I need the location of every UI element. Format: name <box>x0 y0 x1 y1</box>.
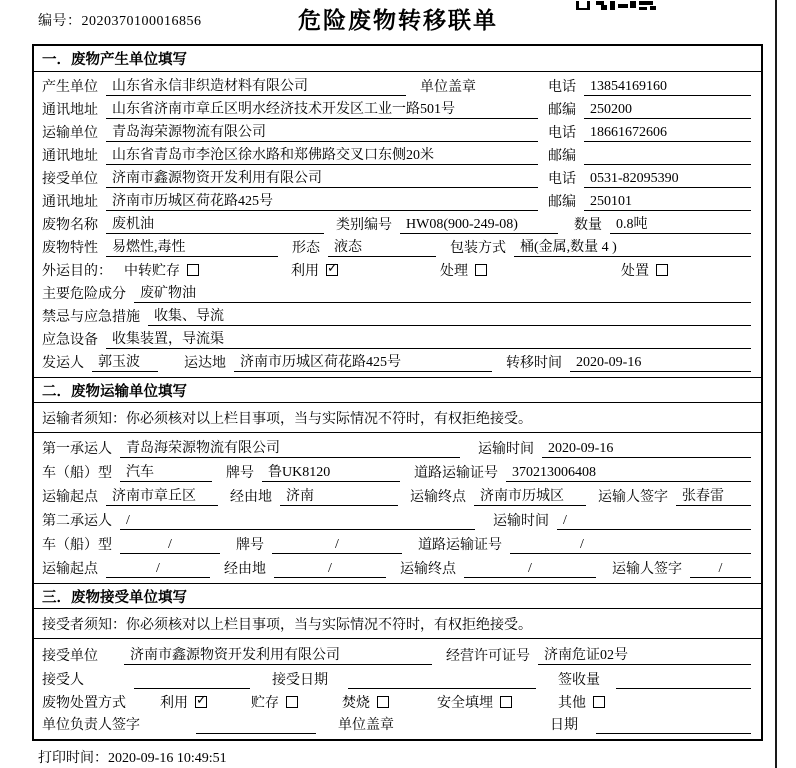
transporter-phone-value: 18661672606 <box>584 125 751 142</box>
receiver-value: 济南市鑫源物资开发利用有限公司 <box>106 167 538 188</box>
plate1-value: 鲁UK8120 <box>262 461 400 482</box>
qr-code-blocks <box>576 1 656 10</box>
waste-props-value: 易燃性,毒性 <box>106 236 278 257</box>
checkbox-disposal-landfill <box>500 696 512 708</box>
row-waste-props <box>34 236 761 259</box>
row-responsible-signature <box>34 714 761 736</box>
waste-form-label: 形态 <box>292 241 320 256</box>
waste-qty-label: 数量 <box>574 218 602 233</box>
waste-name-value: 废机油 <box>106 213 324 234</box>
vehicle1-value: 汽车 <box>120 461 212 482</box>
row-hazard <box>34 282 761 305</box>
route1-via-label: 经由地 <box>230 490 272 505</box>
checkbox-disposal-other <box>593 696 605 708</box>
section1-title: 一．废物产生单位填写 <box>34 46 761 72</box>
disposal-store-label: 贮存 <box>251 696 279 711</box>
row-route2 <box>34 556 761 580</box>
destination-value: 济南市历城区荷花路425号 <box>234 351 492 372</box>
checkbox-treat <box>475 264 487 276</box>
disposal-utilize-label: 利用 <box>160 696 188 711</box>
purpose-option-treat <box>440 260 487 280</box>
producer-address-value: 山东省济南市章丘区明水经济技术开发区工业一路501号 <box>106 98 538 119</box>
route1-via-value: 济南 <box>280 485 398 506</box>
disposal-label: 废物处置方式 <box>42 696 126 711</box>
signed-qty-label: 签收量 <box>558 673 600 688</box>
manifest-form-table <box>32 44 763 741</box>
row-producer <box>34 75 761 98</box>
row-carrier1 <box>34 436 761 460</box>
transporter-label: 运输单位 <box>42 126 98 141</box>
responsible-sign-value <box>196 717 316 734</box>
transfer-time-label: 转移时间 <box>506 356 562 371</box>
doc-number-value: 2020370100016856 <box>81 14 202 29</box>
route2-start-value: / <box>106 561 210 578</box>
checkbox-disposal-utilize <box>195 696 207 708</box>
transporter-zip-label: 邮编 <box>548 149 576 164</box>
disposal-option-utilize <box>160 692 207 712</box>
section2-body <box>34 433 761 583</box>
acceptor-label: 接受人 <box>42 673 84 688</box>
disposal-option-other <box>558 692 605 712</box>
shipper-label: 发运人 <box>42 356 84 371</box>
page-title: 危险废物转移联单 <box>298 8 498 33</box>
destination-label: 运达地 <box>184 356 226 371</box>
section3-title: 三．废物接受单位填写 <box>34 583 761 609</box>
measures-label: 禁忌与应急措施 <box>42 310 140 325</box>
producer-phone-value: 13854169160 <box>584 79 751 96</box>
carrier1-time-label: 运输时间 <box>478 442 534 457</box>
producer-label: 产生单位 <box>42 80 98 95</box>
transfer-time-value: 2020-09-16 <box>570 355 751 372</box>
acceptor-value <box>134 672 250 689</box>
disposal-incinerate-label: 焚烧 <box>342 696 370 711</box>
row-transporter <box>34 121 761 144</box>
purpose-option-utilize <box>291 260 338 280</box>
scan-edge-line <box>775 0 777 768</box>
checkbox-disposal-incinerate <box>377 696 389 708</box>
row-waste-name <box>34 213 761 236</box>
producer-seal-label: 单位盖章 <box>420 80 476 95</box>
receiver-zip-label: 邮编 <box>548 195 576 210</box>
measures-value: 收集、导流 <box>148 305 751 326</box>
shipper-value: 郭玉波 <box>92 351 158 372</box>
receiver-phone-label: 电话 <box>548 172 576 187</box>
purpose-utilize-label: 利用 <box>291 264 319 279</box>
plate2-label: 牌号 <box>236 538 264 553</box>
carrier1-time-value: 2020-09-16 <box>542 441 751 458</box>
row-vehicle2 <box>34 532 761 556</box>
carrier2-time-value: / <box>557 513 751 530</box>
section3-body <box>34 639 761 739</box>
permit-value: 济南危证02号 <box>538 644 751 665</box>
row-receiver-address <box>34 190 761 213</box>
plate2-value: / <box>272 537 402 554</box>
print-time-label: 打印时间： <box>38 751 108 766</box>
waste-props-label: 废物特性 <box>42 241 98 256</box>
checkbox-utilize <box>326 264 338 276</box>
row-purpose <box>34 259 761 282</box>
waste-form-value: 液态 <box>328 236 436 257</box>
signed-qty-value <box>616 672 751 689</box>
route1-sign-label: 运输人签字 <box>598 490 668 505</box>
row-equipment <box>34 328 761 351</box>
disposal-landfill-label: 安全填埋 <box>437 696 493 711</box>
hazard-value: 废矿物油 <box>134 282 751 303</box>
permit-label: 经营许可证号 <box>446 649 530 664</box>
carrier2-label: 第二承运人 <box>42 514 112 529</box>
equipment-label: 应急设备 <box>42 333 98 348</box>
row-vehicle1 <box>34 460 761 484</box>
waste-qty-value: 0.8吨 <box>610 213 751 234</box>
purpose-transfer-storage-label: 中转贮存 <box>124 264 180 279</box>
print-time <box>38 747 796 767</box>
route1-end-value: 济南市历城区 <box>474 485 586 506</box>
producer-address-label: 通讯地址 <box>42 103 98 118</box>
vehicle2-value: / <box>120 537 220 554</box>
route2-start-label: 运输起点 <box>42 562 98 577</box>
accept-date-value <box>348 672 536 689</box>
transporter-zip-value <box>584 148 751 165</box>
receiver-phone-value: 0531-82095390 <box>584 171 751 188</box>
date-label: 日期 <box>550 718 578 733</box>
accept-unit-label: 接受单位 <box>42 649 98 664</box>
vehicle2-label: 车（船）型 <box>42 538 112 553</box>
checkbox-dispose <box>656 264 668 276</box>
section3-notice: 接受者须知：你必须核对以上栏目事项，当与实际情况不符时，有权拒绝接受。 <box>34 609 761 639</box>
route2-end-value: / <box>464 561 596 578</box>
row-disposal <box>34 691 761 714</box>
row-producer-address <box>34 98 761 121</box>
accept-unit-value: 济南市鑫源物资开发利用有限公司 <box>124 644 432 665</box>
row-receiver <box>34 167 761 190</box>
carrier2-value: / <box>120 513 475 530</box>
doc-number-label: 编号： <box>38 14 82 29</box>
section2-notice: 运输者须知：你必须核对以上栏目事项，当与实际情况不符时，有权拒绝接受。 <box>34 403 761 433</box>
accept-date-label: 接受日期 <box>272 673 328 688</box>
vehicle1-label: 车（船）型 <box>42 466 112 481</box>
disposal-option-store <box>251 692 298 712</box>
plate1-label: 牌号 <box>226 466 254 481</box>
receiver-address-value: 济南市历城区荷花路425号 <box>106 190 538 211</box>
carrier2-time-label: 运输时间 <box>493 514 549 529</box>
license1-value: 370213006408 <box>506 465 751 482</box>
route2-sign-value: / <box>690 561 751 578</box>
receiver-label: 接受单位 <box>42 172 98 187</box>
route1-start-value: 济南市章丘区 <box>106 485 218 506</box>
route1-sign-value: 张春雷 <box>676 485 751 506</box>
waste-category-label: 类别编号 <box>336 218 392 233</box>
route2-via-label: 经由地 <box>224 562 266 577</box>
hazard-label: 主要危险成分 <box>42 287 126 302</box>
transporter-phone-label: 电话 <box>548 126 576 141</box>
section2-title: 二．废物运输单位填写 <box>34 377 761 403</box>
packing-label: 包装方式 <box>450 241 506 256</box>
route2-end-label: 运输终点 <box>400 562 456 577</box>
disposal-option-landfill <box>437 692 512 712</box>
route1-start-label: 运输起点 <box>42 490 98 505</box>
row-measures <box>34 305 761 328</box>
route2-sign-label: 运输人签字 <box>612 562 682 577</box>
transporter-value: 青岛海荣源物流有限公司 <box>106 121 538 142</box>
producer-phone-label: 电话 <box>548 80 576 95</box>
purpose-option-transfer-storage <box>124 260 199 280</box>
producer-zip-label: 邮编 <box>548 103 576 118</box>
route2-via-value: / <box>274 561 386 578</box>
carrier1-value: 青岛海荣源物流有限公司 <box>120 437 460 458</box>
carrier1-label: 第一承运人 <box>42 442 112 457</box>
purpose-option-dispose <box>621 260 668 280</box>
license1-label: 道路运输证号 <box>414 466 498 481</box>
section1-body <box>34 72 761 377</box>
packing-value: 桶(金属,数量 4 ) <box>514 236 751 257</box>
row-route1 <box>34 484 761 508</box>
checkbox-transfer-storage <box>187 264 199 276</box>
purpose-label: 外运目的： <box>42 264 112 279</box>
responsible-sign-label: 单位负责人签字 <box>42 718 140 733</box>
unit-seal-label: 单位盖章 <box>338 718 394 733</box>
license2-value: / <box>510 537 751 554</box>
row-accept-unit <box>34 642 761 667</box>
row-carrier2 <box>34 508 761 532</box>
equipment-value: 收集装置，导流渠 <box>106 328 751 349</box>
row-transporter-address <box>34 144 761 167</box>
transporter-address-label: 通讯地址 <box>42 149 98 164</box>
waste-name-label: 废物名称 <box>42 218 98 233</box>
checkbox-disposal-store <box>286 696 298 708</box>
row-shipper <box>34 351 761 374</box>
waste-category-value: HW08(900-249-08) <box>400 217 558 234</box>
license2-label: 道路运输证号 <box>418 538 502 553</box>
disposal-other-label: 其他 <box>558 696 586 711</box>
route1-end-label: 运输终点 <box>410 490 466 505</box>
date-value <box>596 717 751 734</box>
purpose-dispose-label: 处置 <box>621 264 649 279</box>
transporter-address-value: 山东省青岛市李沧区徐水路和郑佛路交叉口东侧20米 <box>106 144 538 165</box>
producer-zip-value: 250200 <box>584 102 751 119</box>
document-header <box>0 0 796 40</box>
disposal-option-incinerate <box>342 692 389 712</box>
receiver-address-label: 通讯地址 <box>42 195 98 210</box>
qr-code-partial-image <box>576 0 656 10</box>
producer-value: 山东省永信非织造材料有限公司 <box>106 75 406 96</box>
print-time-value: 2020-09-16 10:49:51 <box>108 751 227 766</box>
purpose-treat-label: 处理 <box>440 264 468 279</box>
row-acceptor <box>34 667 761 691</box>
receiver-zip-value: 250101 <box>584 194 751 211</box>
